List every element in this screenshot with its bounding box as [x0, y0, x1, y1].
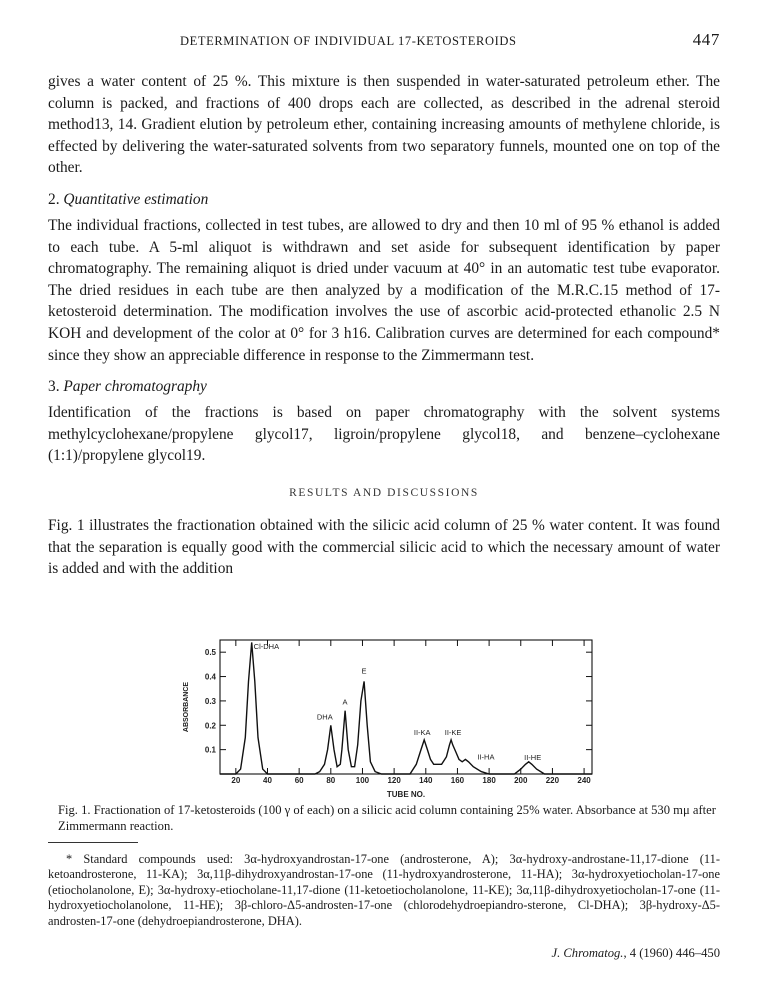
journal-page	[48, 30, 720, 580]
footnote-rule	[48, 842, 138, 843]
section-number: 3.	[48, 378, 60, 396]
journal-name: J. Chromatog.	[551, 946, 624, 960]
x-tick-label: 20	[231, 776, 241, 785]
figure-caption	[58, 802, 718, 834]
x-tick-label: 140	[419, 776, 433, 785]
peak-label: A	[342, 697, 348, 707]
caption-text: Fractionation of 17-ketosteroids (100 γ of each) on a silicic acid column containing 25% water. Absorbance at 530 mμ after Zimmermann reaction.	[58, 803, 716, 833]
section-number: 2.	[48, 190, 60, 208]
peak-label: II-KA	[413, 727, 431, 737]
y-tick-label: 0.1	[204, 745, 216, 755]
x-tick-label: 180	[482, 776, 496, 785]
y-tick-label: 0.2	[204, 721, 216, 731]
x-tick-label: 160	[450, 776, 465, 785]
fractionation-chart	[120, 634, 600, 804]
y-tick-label: 0.3	[204, 696, 216, 706]
peak-label: II-HA	[477, 752, 495, 762]
chart-ticks	[205, 640, 592, 785]
journal-citation	[552, 946, 721, 961]
peak-label: II-HE	[524, 752, 542, 762]
paragraph-paper-chromatography: Identification of the fractions is based on paper chromatography with the solvent systems methylcyclohexane/propylene glycol17, ligroin/propylene glycol18, and benzene–cyclohexane (1:1)/propylene glycol19.	[48, 404, 720, 465]
x-tick-label: 80	[326, 776, 336, 785]
x-tick-label: 200	[514, 776, 528, 785]
y-tick-label: 0.5	[204, 648, 216, 658]
footnote-block	[48, 842, 720, 929]
x-tick-label: 40	[263, 776, 272, 785]
section-heading-quantitative	[48, 191, 720, 209]
results-heading: RESULTS AND DISCUSSIONS	[289, 486, 479, 499]
x-tick-label: 220	[545, 776, 560, 785]
x-axis-label: TUBE NO.	[386, 790, 426, 799]
x-tick-label: 100	[355, 776, 370, 785]
peak-label: E	[361, 666, 367, 676]
section-title: Quantitative estimation	[63, 190, 209, 208]
paragraph-column-packing: gives a water content of 25 %. This mixture is then suspended in water-saturated petroleum ether. The column is packed, and fractions of 400 drops each are collected, as described in the adrenal steroid method13, 14. Gradient elution by petroleum ether, containing increasing amounts of methylene chloride, is effected by delivering the water-saturated solvents from two separatory funnels, mounted one on top of the other.	[48, 73, 720, 177]
footnote-standard-compounds: * Standard compounds used: 3α-hydroxyandrostan-17-one (androsterone, A); 3α-hydroxy-androstane-11,17-dione (11-ketoandrosterone, 11-KA); 3α,11β-dihydroxyandrostan-17-one (11-hydroxyandrosterone, 11-HA); 3α-hydroxyetiocholan-17-one (etiocholanolone, E); 3α-hydroxy-etiocholane-11,17-dione (11-ketoetiocholanolone, 11-KE); 3α,11β-dihydroxyetiocholan-17-one (11-hydroxyetiocholanolone, 11-HE); 3β-chloro-Δ5-androsten-17-one (chlorodehydroepiandro-sterone, Cl-DHA); 3β-hydroxy-Δ5-androsten-17-one (dehydroepiandrosterone, DHA).	[48, 852, 720, 928]
caption-label: Fig. 1.	[58, 803, 91, 817]
peak-label: II-KE	[444, 727, 462, 737]
peak-label: DHA	[316, 712, 333, 722]
peak-label: Cl-DHA	[253, 642, 280, 651]
y-axis-label: ABSORBANCE	[183, 681, 190, 733]
journal-ref: , 4 (1960) 446–450	[623, 946, 720, 960]
running-head-title: DETERMINATION OF INDIVIDUAL 17-KETOSTEROIDS	[180, 34, 517, 48]
section-heading-paper-chromatography	[48, 378, 720, 396]
y-tick-label: 0.4	[204, 672, 216, 682]
x-tick-label: 120	[387, 776, 401, 785]
paragraph-results: Fig. 1 illustrates the fractionation obtained with the silicic acid column of 25 % water content. It was found that the separation is equally good with the commercial silicic acid to which the necessary amount of water is added and with the addition	[48, 516, 720, 578]
running-head	[48, 30, 720, 52]
section-title: Paper chromatography	[63, 378, 207, 396]
paragraph-quantitative-estimation: The individual fractions, collected in test tubes, are allowed to dry and then 10 ml of 95 % ethanol is added to each tube. A 5-ml aliquot is withdrawn and set aside for subsequent identification by paper chromatography. The remaining aliquot is dried under vacuum at 40° in an automatic test tube evaporator. The dried residues in each tube are then analyzed by a modification of the M.R.C.15 method of 17-ketosteroid determination. The modification involves the use of ascorbic acid-protected ethanolic 2.5 N KOH and development of the color at 0° for 3 h16. Calibration curves are determined for each compound* since they show an appreciable difference in response to the Zimmermann test.	[48, 216, 720, 364]
x-tick-label: 240	[577, 776, 591, 785]
page-number: 447	[692, 30, 720, 49]
x-tick-label: 60	[294, 776, 304, 785]
peak-labels	[254, 642, 542, 762]
